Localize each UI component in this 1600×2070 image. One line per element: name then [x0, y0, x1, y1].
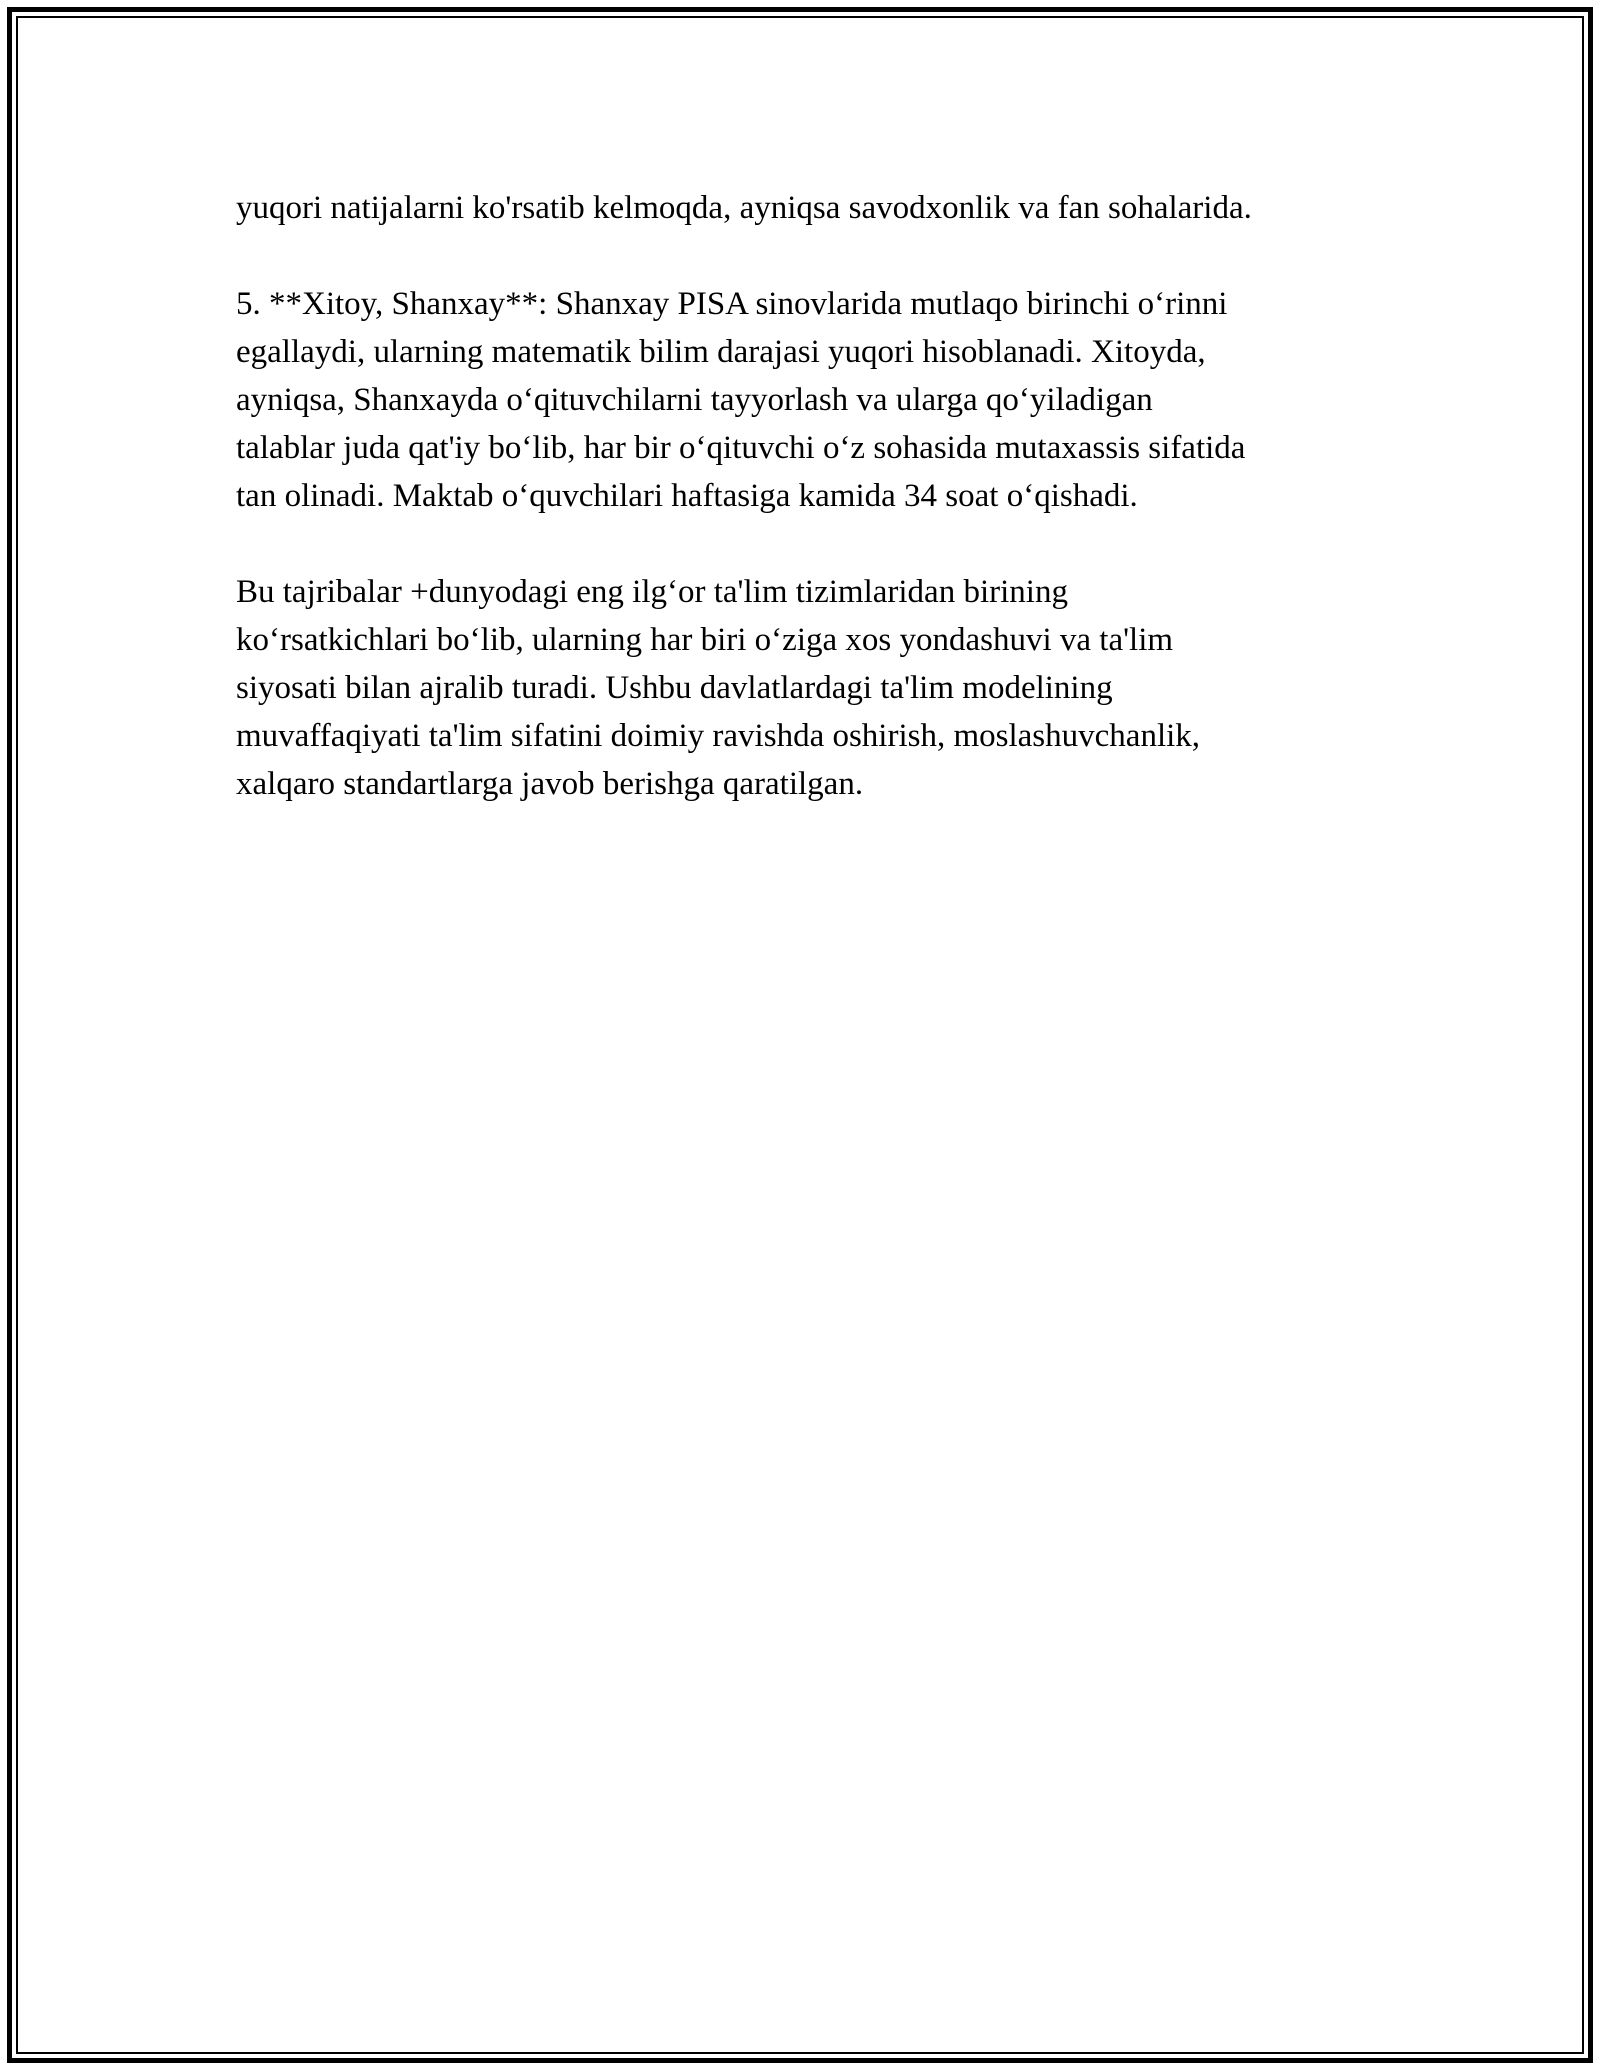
- text-line: Bu tajribalar +dunyodagi eng ilg‘or ta'lim tizimlaridan birining: [236, 574, 1068, 610]
- text-line: ayniqsa, Shanxayda o‘qituvchilarni tayyorlash va ularga qo‘yiladigan: [236, 382, 1153, 418]
- text-line: xalqaro standartlarga javob berishga qaratilgan.: [236, 766, 864, 802]
- text-line: tan olinadi. Maktab o‘quvchilari haftasiga kamida 34 soat o‘qishadi.: [236, 478, 1138, 514]
- text-line: ko‘rsatkichlari bo‘lib, ularning har biri o‘ziga xos yondashuvi va ta'lim: [236, 622, 1174, 658]
- text-line: egallaydi, ularning matematik bilim darajasi yuqori hisoblanadi. Xitoyda,: [236, 334, 1206, 370]
- text-line: talablar juda qat'iy bo‘lib, har bir o‘qituvchi o‘z sohasida mutaxassis sifatida: [236, 430, 1246, 466]
- paragraph-continuation: [236, 184, 1386, 232]
- text-line: muvaffaqiyati ta'lim sifatini doimiy ravishda oshirish, moslashuvchanlik,: [236, 718, 1201, 754]
- text-line: yuqori natijalarni ko'rsatib kelmoqda, ayniqsa savodxonlik va fan sohalarida.: [236, 190, 1252, 226]
- paragraph-conclusion: [236, 568, 1386, 808]
- paragraph-xitoy-shanxay: [236, 280, 1386, 520]
- document-body: [236, 184, 1386, 856]
- text-line: siyosati bilan ajralib turadi. Ushbu davlatlardagi ta'lim modelining: [236, 670, 1113, 706]
- text-line: 5. **Xitoy, Shanxay**: Shanxay PISA sinovlarida mutlaqo birinchi o‘rinni: [236, 286, 1228, 322]
